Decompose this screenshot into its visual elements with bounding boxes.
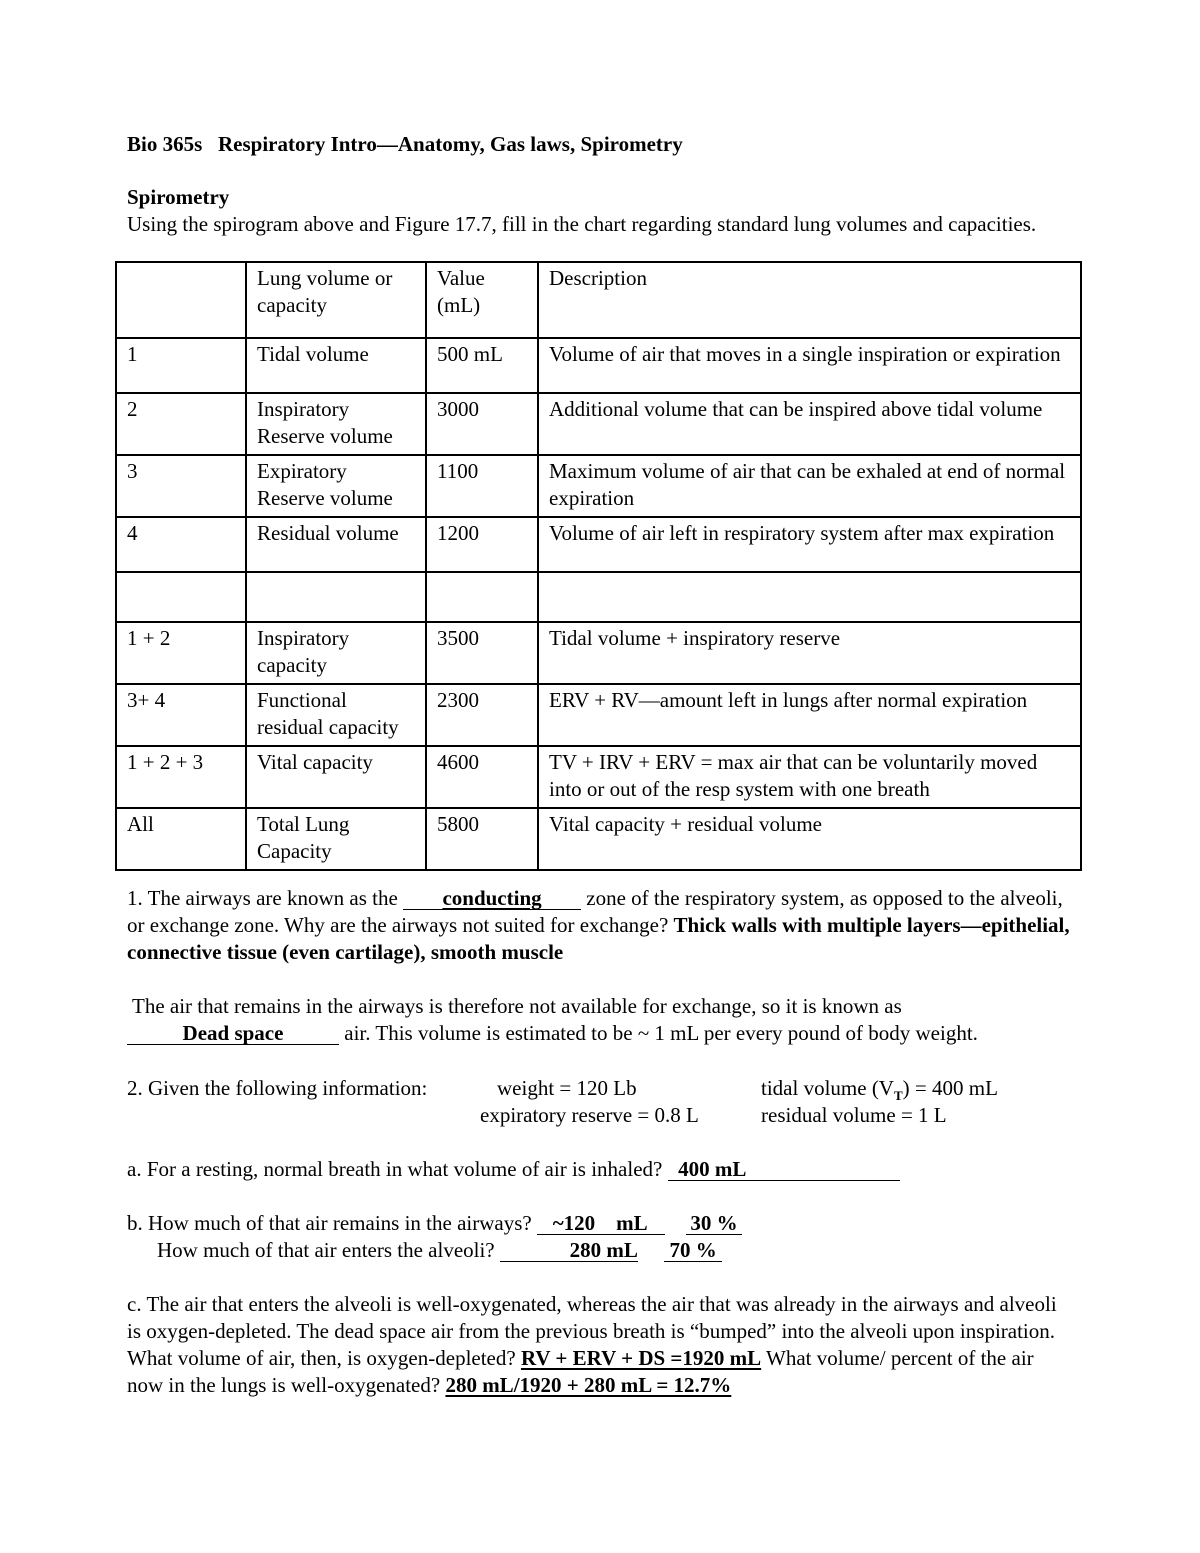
volume-name-cell: Inspiratory capacity — [246, 622, 426, 684]
q2-rv: residual volume = 1 L — [761, 1103, 947, 1127]
row-label-cell: 1 + 2 — [116, 622, 246, 684]
value-cell: 4600 — [426, 746, 538, 808]
qb-answer-2b-blank — [664, 1239, 722, 1262]
volume-name-cell: Inspiratory Reserve volume — [246, 393, 426, 455]
volume-name-cell: Expiratory Reserve volume — [246, 455, 426, 517]
deadspace-answer-blank — [127, 1022, 339, 1045]
q1-answer-2: Thick walls with multiple layers—epithelial, connective tissue (even cartilage), smooth muscle — [127, 913, 1070, 964]
qb-answer-2b: 70 % — [669, 1238, 717, 1262]
value-cell — [426, 572, 538, 622]
q1-rest: zone of the respiratory system, as opposed to the alveoli, or exchange zone. Why are the airways not suited for exchange? — [127, 886, 1063, 937]
table-row — [116, 572, 1081, 622]
row-label-cell: 1 — [116, 338, 246, 393]
lung-volume-table — [115, 261, 1082, 871]
row-label-cell: 4 — [116, 517, 246, 572]
qc-answer-2: 280 mL/1920 + 280 mL = 12.7% — [445, 1373, 732, 1397]
question-b-1 — [127, 1210, 742, 1237]
row-label-cell: 3+ 4 — [116, 684, 246, 746]
q1-answer: conducting — [442, 886, 542, 910]
qc-text-2: What volume/ percent of the air now in the lungs is well-oxygenated? — [127, 1346, 1034, 1397]
volume-name-cell: Vital capacity — [246, 746, 426, 808]
qa-answer-blank — [668, 1158, 900, 1181]
question-b-2 — [157, 1237, 722, 1264]
table-row — [116, 684, 1081, 746]
volume-name-cell — [246, 572, 426, 622]
qb-answer-1-blank — [537, 1212, 665, 1235]
qb-text-2: How much of that air enters the alveoli? — [157, 1238, 495, 1262]
q1-lead: 1. The airways are known as the — [127, 886, 398, 910]
description-cell: Tidal volume + inspiratory reserve — [538, 622, 1081, 684]
question-a — [127, 1156, 900, 1183]
row-label-cell: 3 — [116, 455, 246, 517]
table-row — [116, 746, 1081, 808]
q2-weight: weight = 120 Lb — [497, 1076, 637, 1100]
description-cell: Vital capacity + residual volume — [538, 808, 1081, 870]
row-label-cell: 2 — [116, 393, 246, 455]
qb-answer-2a: 280 mL — [569, 1238, 638, 1262]
table-row — [116, 517, 1081, 572]
volume-name-cell: Total Lung Capacity — [246, 808, 426, 870]
value-cell: 1200 — [426, 517, 538, 572]
value-cell: 3000 — [426, 393, 538, 455]
volume-name-cell: Functional residual capacity — [246, 684, 426, 746]
q2-erv: expiratory reserve = 0.8 L — [480, 1103, 699, 1127]
value-cell: 5800 — [426, 808, 538, 870]
qb-answer-1c-blank — [686, 1212, 742, 1235]
qb-text-1: b. How much of that air remains in the airways? — [127, 1211, 532, 1235]
header-cell — [116, 262, 246, 338]
description-cell: ERV + RV—amount left in lungs after normal expiration — [538, 684, 1081, 746]
dead-space-line-2 — [127, 1020, 1077, 1047]
description-cell: Additional volume that can be inspired above tidal volume — [538, 393, 1081, 455]
q2-tidal-sub: T — [893, 1088, 903, 1104]
qb-answer-2-blank — [500, 1239, 638, 1262]
volume-name-cell: Residual volume — [246, 517, 426, 572]
table-row — [116, 393, 1081, 455]
table-row — [116, 622, 1081, 684]
table-row — [116, 455, 1081, 517]
qa-answer: 400 mL — [678, 1157, 747, 1181]
section-heading: Spirometry — [127, 185, 230, 209]
deadspace-answer: Dead space — [182, 1021, 284, 1045]
q2-tidal-label: tidal volume (V — [761, 1076, 894, 1100]
description-cell: Volume of air that moves in a single inspiration or expiration — [538, 338, 1081, 393]
deadspace-lead: The air that remains in the airways is therefore not available for exchange, so it is known as — [132, 994, 902, 1018]
value-cell: 500 mL — [426, 338, 538, 393]
description-cell: Maximum volume of air that can be exhaled at end of normal expiration — [538, 455, 1081, 517]
question-c — [127, 1291, 1072, 1399]
page-title: Bio 365s Respiratory Intro—Anatomy, Gas laws, Spirometry — [127, 132, 683, 156]
value-cell: 3500 — [426, 622, 538, 684]
description-cell: Volume of air left in respiratory system after max expiration — [538, 517, 1081, 572]
qc-answer-1: RV + ERV + DS =1920 mL — [520, 1346, 762, 1370]
q1-answer-blank — [403, 887, 581, 910]
question-1 — [127, 885, 1077, 966]
volume-name-cell: Tidal volume — [246, 338, 426, 393]
qc-text-1: c. The air that enters the alveoli is well-oxygenated, whereas the air that was already in the airways and alveoli is oxygen-depleted. The dead space air from the previous breath is “bumped” into the alveoli upon inspiration. What volume of air, then, is oxygen-depleted? — [127, 1292, 1057, 1370]
q2-lead: 2. Given the following information: — [127, 1076, 428, 1100]
deadspace-rest: air. This volume is estimated to be ~ 1 mL per every pound of body weight. — [344, 1021, 978, 1045]
header-cell: Description — [538, 262, 1081, 338]
description-cell — [538, 572, 1081, 622]
description-cell: TV + IRV + ERV = max air that can be voluntarily moved into or out of the resp system with one breath — [538, 746, 1081, 808]
section-intro: Using the spirogram above and Figure 17.7, fill in the chart regarding standard lung volumes and capacities. — [127, 212, 1037, 236]
row-label-cell: All — [116, 808, 246, 870]
qb-answer-1b: mL — [616, 1211, 648, 1235]
header-cell: Value (mL) — [426, 262, 538, 338]
row-label-cell — [116, 572, 246, 622]
qa-text: a. For a resting, normal breath in what volume of air is inhaled? — [127, 1157, 663, 1181]
table-row — [116, 808, 1081, 870]
qb-answer-1a: ~120 — [552, 1211, 596, 1235]
qb-answer-1c: 30 % — [690, 1211, 738, 1235]
table-row — [116, 338, 1081, 393]
value-cell: 2300 — [426, 684, 538, 746]
row-label-cell: 1 + 2 + 3 — [116, 746, 246, 808]
dead-space-paragraph — [132, 993, 1082, 1020]
value-cell: 1100 — [426, 455, 538, 517]
q2-tidal-value: ) = 400 mL — [902, 1076, 998, 1100]
table-header-row — [116, 262, 1081, 338]
header-cell: Lung volume or capacity — [246, 262, 426, 338]
